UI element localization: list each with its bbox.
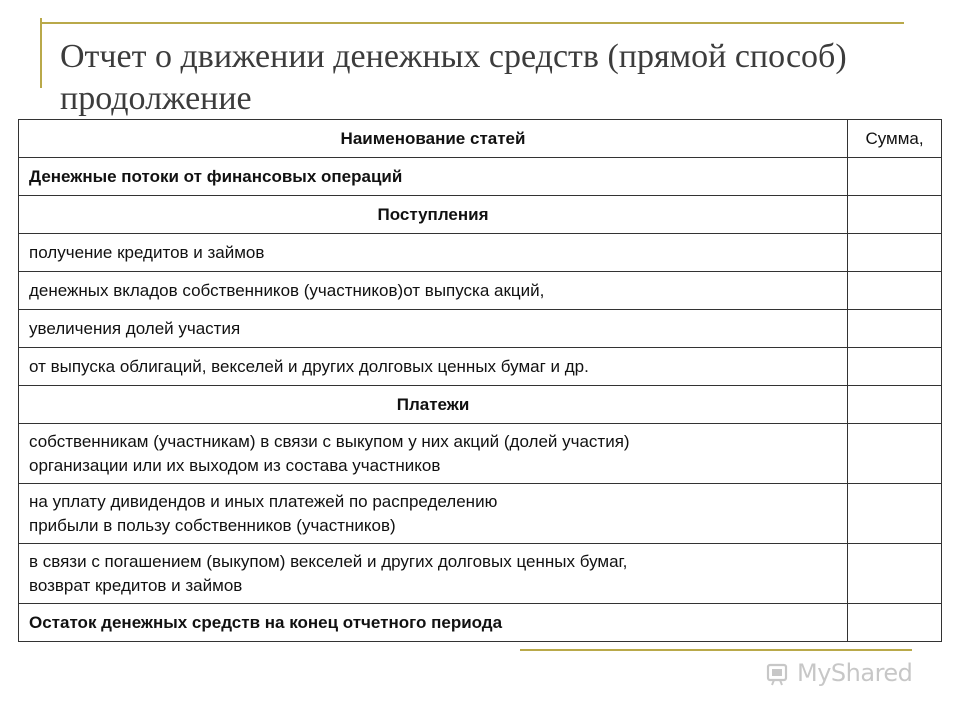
title-line-2: продолжение [60,80,252,117]
left-decorative-line [40,18,42,88]
table-row [19,604,942,642]
row-closing-balance: Остаток денежных средств на конец отчетного периода [19,604,848,642]
sum-cell [848,604,942,642]
sum-cell [848,386,942,424]
table-row [19,348,942,386]
column-header-sum: Сумма, [848,120,942,158]
watermark-text: MyShared [797,659,913,687]
row-dividends [19,484,848,544]
sum-cell [848,196,942,234]
sum-cell [848,348,942,386]
row-line: организации или их выходом из состава участников [29,455,441,475]
table-row [19,158,942,196]
table-row [19,484,942,544]
table-row [19,386,942,424]
myshared-logo-icon [765,660,791,686]
cash-flow-table [18,119,942,642]
page-title [60,36,920,120]
sum-cell [848,484,942,544]
row-share-increase: увеличения долей участия [19,310,848,348]
row-line: возврат кредитов и займов [29,575,243,595]
table-row [19,272,942,310]
column-header-name: Наименование статей [19,120,848,158]
row-receipts-heading: Поступления [19,196,848,234]
sum-cell [848,544,942,604]
top-decorative-line [40,22,904,24]
sum-cell [848,234,942,272]
table-row [19,234,942,272]
sum-cell [848,272,942,310]
title-line-1: Отчет о движении денежных средств (прямой способ) [60,38,847,75]
row-owner-buyback [19,424,848,484]
row-debt-repayment [19,544,848,604]
row-financing-cash-flows: Денежные потоки от финансовых операций [19,158,848,196]
table-row [19,544,942,604]
row-payments-heading: Платежи [19,386,848,424]
row-bonds-issue: от выпуска облигаций, векселей и других долговых ценных бумаг и др. [19,348,848,386]
row-line: на уплату дивидендов и иных платежей по распределению [29,491,498,511]
table-row [19,424,942,484]
row-owner-contributions: денежных вкладов собственников (участников)от выпуска акций, [19,272,848,310]
row-line: прибыли в пользу собственников (участников) [29,515,396,535]
row-loans-received: получение кредитов и займов [19,234,848,272]
row-line: в связи с погашением (выкупом) векселей и других долговых ценных бумаг, [29,551,628,571]
row-line: собственникам (участникам) в связи с выкупом у них акций (долей участия) [29,431,630,451]
sum-cell [848,158,942,196]
table-row [19,196,942,234]
table-row [19,310,942,348]
sum-cell [848,424,942,484]
bottom-decorative-line [520,649,912,651]
watermark [765,656,912,690]
table-header-row [19,120,942,158]
sum-cell [848,310,942,348]
